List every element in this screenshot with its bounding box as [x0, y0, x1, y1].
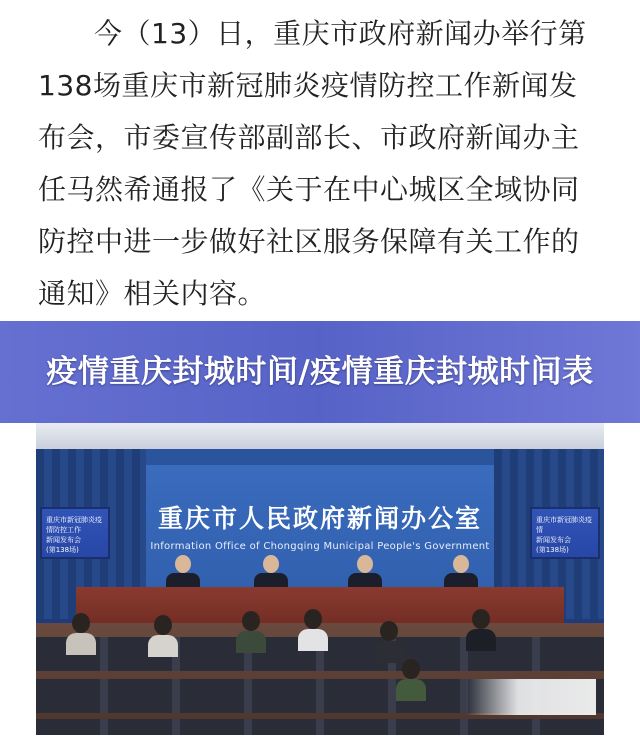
- audience-figure: [374, 621, 404, 663]
- backdrop-title-en: Information Office of Chongqing Municipal People's Government: [150, 541, 490, 552]
- screen-right-text-1: 重庆市新冠肺炎疫情: [536, 516, 592, 534]
- seat-row: [36, 719, 604, 735]
- title-banner: [0, 321, 640, 423]
- photo-ceiling: [36, 423, 604, 449]
- audience-figure: [148, 615, 178, 657]
- side-screen-left: [40, 507, 110, 559]
- article-body: [0, 0, 640, 320]
- audience-figure: [236, 611, 266, 653]
- screen-right-text-2: 新闻发布会: [536, 536, 571, 544]
- backdrop-title-cn: 重庆市人民政府新闻办公室: [157, 504, 482, 533]
- screen-left-text-3: (第138场): [46, 546, 79, 554]
- article-title[interactable]: 疫情重庆封城时间/疫情重庆封城时间表: [46, 354, 594, 390]
- screen-left-text-1: 重庆市新冠肺炎疫情防控工作: [46, 516, 102, 534]
- screen-right-text-3: (第138场): [536, 546, 569, 554]
- audience-figure: [396, 659, 426, 701]
- article-paragraph: 今（13）日，重庆市政府新闻办举行第138场重庆市新冠肺炎疫情防控工作新闻发布会，市委宣传部副部长、市政府新闻办主任马然希通报了《关于在中心城区全域协同防控中进一步做好社区服务保障有关工作的通知》相关内容。: [38, 17, 587, 310]
- audience-figure: [298, 609, 328, 651]
- audience-figure: [466, 609, 496, 651]
- side-screen-right: [530, 507, 600, 559]
- press-conference-photo: [36, 423, 604, 735]
- screen-left-text-2: 新闻发布会: [46, 536, 81, 544]
- audience-figure: [66, 613, 96, 655]
- watermark-fade: [466, 679, 596, 715]
